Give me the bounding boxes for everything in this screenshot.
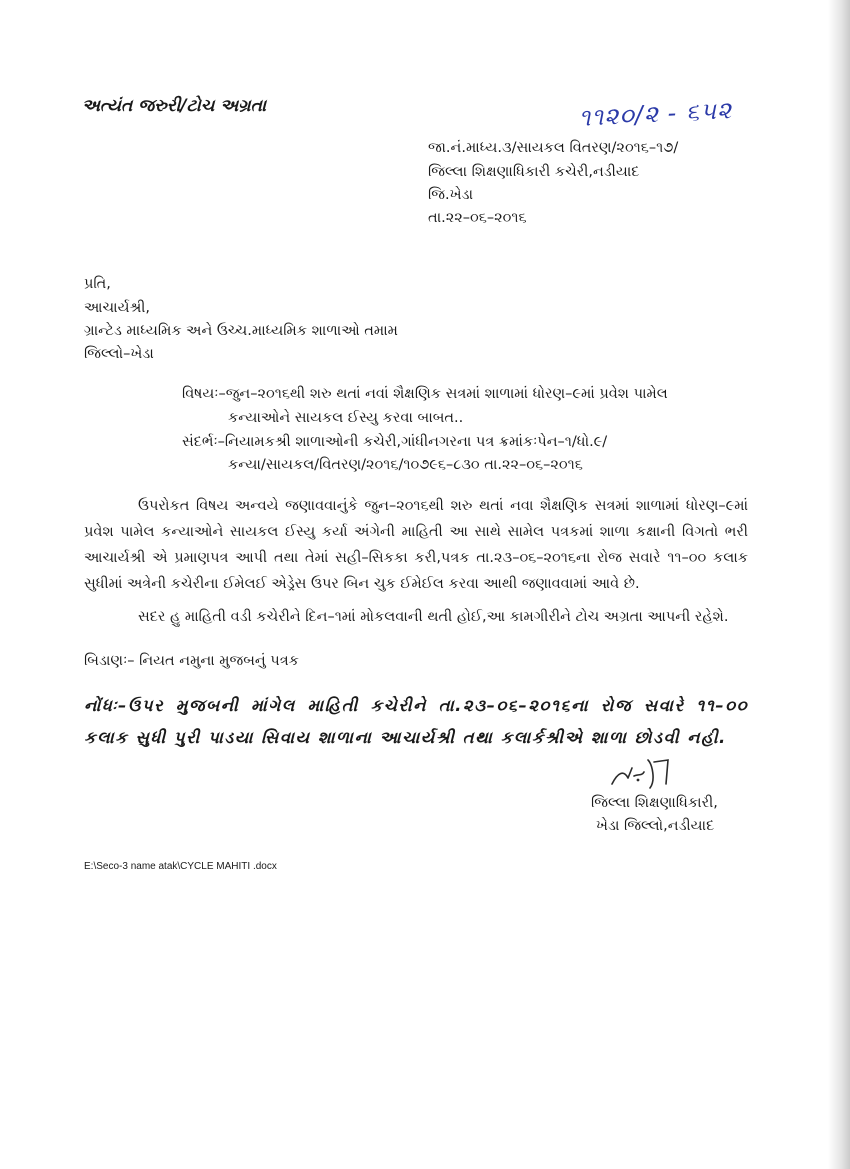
office-district: જિ.ખેડા [428, 187, 474, 203]
urgency-heading: અત્યંત જરુરી/ટોચ અગ્રતા [82, 96, 266, 116]
recipient-schools: ગ્રાન્ટેડ માધ્યમિક અને ઉચ્ચ.માધ્યમિક શાળાઓ તમામ [84, 323, 398, 339]
recipient-prati: પ્રતિ, [84, 276, 111, 292]
signatory-place: ખેડા જિલ્લો,નડીયાદ [596, 818, 715, 834]
file-path-footer: E:\Seco-3 name atak\CYCLE MAHITI .docx [84, 861, 277, 872]
office-name: જિલ્લા શિક્ષણાધિકારી કચેરી,નડીયાદ [428, 164, 640, 180]
signatory-title: જિલ્લા શિક્ષણાધિકારી, [591, 795, 718, 811]
reference-number: જા.નં.માધ્ય.૩/સાયકલ વિતરણ/૨૦૧૬–૧૭/ [428, 140, 679, 156]
body-paragraph-2: સદર હુ માહિતી વડી કચેરીને દિન–૧માં મોકલવાની થતી હોઈ,આ કામગીરીને ટોચ અગ્રતા આપની રહેશે. [138, 609, 729, 625]
important-note: નોંધઃ–ઉપર મુજબની માંગેલ માહિતી કચેરીને તા.૨૩–૦૬–૨૦૧૬ના રોજ સવારે ૧૧–૦૦ કલાક સુધી પુરી પાડયા સિવાય શાળાના આચાર્યશ્રી તથા કલાર્કશ્રીએ શાળા છોડવી નહી. [84, 696, 748, 747]
subject-line-2: કન્યાઓને સાયકલ ઈસ્યુ કરવા બાબત.. [228, 410, 464, 426]
recipient-title: આચાર્યશ્રી, [84, 300, 151, 316]
letter-date: તા.૨૨–૦૬–૨૦૧૬ [428, 210, 527, 226]
officer-signature [608, 754, 688, 798]
handwritten-inward-number: ૧૧૨૦/૨ - ૬૫૨ [578, 95, 733, 132]
reference-line-1: સંદર્ભઃ–નિયામકશ્રી શાળાઓની કચેરી,ગાંધીનગરના પત્ર ક્રમાંકઃપેન–૧/ધો.૯/ [182, 434, 608, 450]
enclosure-line: બિડાણઃ– નિયત નમુના મુજબનું પત્રક [84, 653, 299, 669]
body-paragraph-1: ઉપરોકત વિષય અન્વયે જણાવવાનુંકે જુન–૨૦૧૬થી શરુ થતાં નવા શૈક્ષણિક સત્રમાં શાળામાં ધોરણ–૯માં પ્રવેશ પામેલ કન્યાઓને સાયકલ ઈસ્યુ કર્યા અંગેની માહિતી આ સાથે સામેલ પત્રકમાં શાળા કક્ષાની વિગતો ભરી આચાર્યશ્રી એ પ્રમાણપત્ર આપી તથા તેમાં સહી–સિકકા કરી,પત્રક તા.૨૩–૦૬–૨૦૧૬ના રોજ સવારે ૧૧–૦૦ કલાક સુધીમાં અત્રેની કચેરીના ઈમેલઈ એડ્રેસ ઉપર બિન ચુક ઈમેઈલ કરવા આથી જણાવવામાં આવે છે. [84, 498, 748, 592]
reference-line-2: કન્યા/સાયકલ/વિતરણ/૨૦૧૬/૧૦૭૯૬–૮૩૦ તા.૨૨–૦૬–૨૦૧૬ [228, 457, 583, 473]
recipient-district: જિલ્લો–ખેડા [84, 346, 154, 362]
subject-line-1: વિષયઃ–જુન–૨૦૧૬થી શરુ થતાં નવાં શૈક્ષણિક સત્રમાં શાળામાં ધોરણ–૯માં પ્રવેશ પામેલ [182, 386, 668, 402]
scan-edge-shadow [828, 0, 850, 1169]
